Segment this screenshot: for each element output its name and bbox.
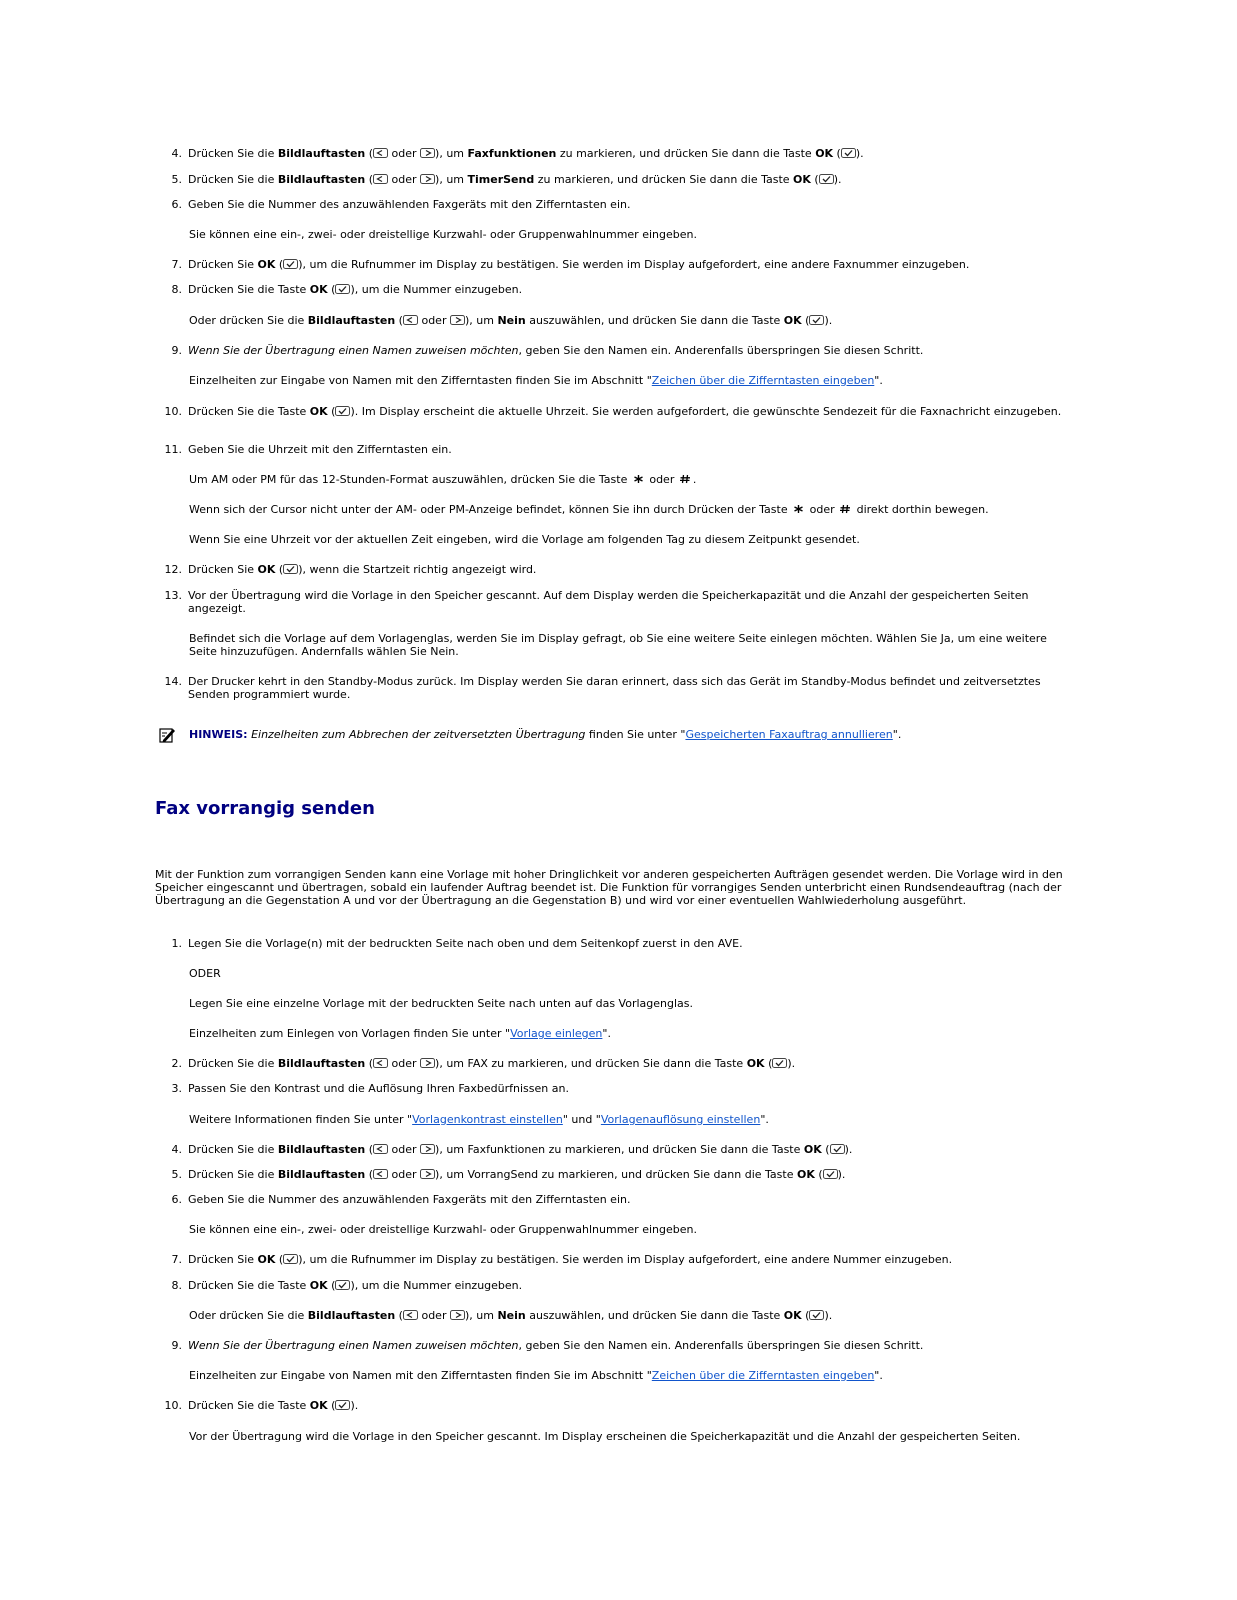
star-key-icon: [631, 474, 646, 484]
step-number: 10.: [164, 1399, 182, 1412]
note-hinweis: HINWEIS: Einzelheiten zum Abbrechen der zeitversetzten Übertragung finden Sie unter "Gespeicherten Faxauftrag annullieren".: [189, 728, 902, 741]
ok-key-icon: [335, 406, 350, 416]
ok-key-icon: [841, 148, 856, 158]
scroll-left-key-icon: [373, 1058, 388, 1068]
step-1-note: Einzelheiten zum Einlegen von Vorlagen finden Sie unter "Vorlage einlegen".: [189, 1027, 611, 1040]
scroll-left-key-icon: [373, 148, 388, 158]
hash-key-icon: [838, 504, 853, 514]
step-number: 7.: [171, 1253, 182, 1266]
step-10-note: Vor der Übertragung wird die Vorlage in den Speicher gescannt. Im Display erscheinen die Speicherkapazität und die Anzahl der gespeicherten Seiten.: [189, 1430, 1021, 1443]
scroll-left-key-icon: [373, 1144, 388, 1154]
star-key-icon: [791, 504, 806, 514]
link-vorlage-einlegen[interactable]: Vorlage einlegen: [510, 1027, 603, 1040]
section-heading: Fax vorrangig senden: [155, 798, 375, 819]
step-2: 2. Drücken Sie die Bildlauftasten ( oder ), um FAX zu markieren, und drücken Sie dann die Taste OK ( ).: [155, 1057, 1075, 1070]
step-1-oder: ODER: [189, 967, 221, 980]
step-number: 8.: [171, 1279, 182, 1292]
scroll-left-key-icon: [373, 1169, 388, 1179]
step-number: 11.: [164, 443, 182, 456]
step-9: 9. Wenn Sie der Übertragung einen Namen zuweisen möchten, geben Sie den Namen ein. Anderenfalls überspringen Sie diesen Schritt.: [155, 1339, 1075, 1352]
step-7: 7. Drücken Sie OK ( ), um die Rufnummer im Display zu bestätigen. Sie werden im Display aufgefordert, eine andere Faxnummer einzugeben.: [155, 258, 1075, 271]
step-number: 4.: [171, 1143, 182, 1156]
step-11-note-1: Um AM oder PM für das 12-Stunden-Format auszuwählen, drücken Sie die Taste oder .: [189, 473, 697, 486]
ok-key-icon: [819, 174, 834, 184]
step-number: 9.: [171, 1339, 182, 1352]
step-number: 6.: [171, 1193, 182, 1206]
scroll-right-key-icon: [420, 1169, 435, 1179]
scroll-right-key-icon: [420, 148, 435, 158]
step-number: 13.: [164, 589, 182, 602]
step-number: 1.: [171, 937, 182, 950]
link-vorlagenaufloesung[interactable]: Vorlagenauflösung einstellen: [600, 1113, 761, 1126]
ok-key-icon: [772, 1058, 787, 1068]
step-number: 3.: [171, 1082, 182, 1095]
step-14: 14. Der Drucker kehrt in den Standby-Modus zurück. Im Display werden Sie daran erinnert, dass sich das Gerät im Standby-Modus befindet und zeitversetztes Senden programmiert wurde.: [155, 675, 1075, 701]
ok-key-icon: [283, 564, 298, 574]
scroll-left-key-icon: [403, 315, 418, 325]
scroll-left-key-icon: [403, 1310, 418, 1320]
hash-key-icon: [678, 474, 693, 484]
scroll-right-key-icon: [420, 1144, 435, 1154]
ok-key-icon: [809, 315, 824, 325]
step-6-note: Sie können eine ein-, zwei- oder dreistellige Kurzwahl- oder Gruppenwahlnummer eingeben.: [189, 1223, 697, 1236]
step-8: 8. Drücken Sie die Taste OK ( ), um die Nummer einzugeben.: [155, 283, 1075, 296]
step-11: 11. Geben Sie die Uhrzeit mit den Zifferntasten ein.: [155, 443, 1075, 456]
step-number: 4.: [171, 147, 182, 160]
note-pencil-icon: [159, 727, 176, 743]
ok-key-icon: [335, 284, 350, 294]
step-9: 9. Wenn Sie der Übertragung einen Namen zuweisen möchten, geben Sie den Namen ein. Anderenfalls überspringen Sie diesen Schritt.: [155, 344, 1075, 357]
step-6: 6. Geben Sie die Nummer des anzuwählenden Faxgeräts mit den Zifferntasten ein.: [155, 198, 1075, 211]
note-label: HINWEIS:: [189, 728, 248, 741]
link-zeichen-eingeben[interactable]: Zeichen über die Zifferntasten eingeben: [651, 374, 875, 387]
step-8-alternative: Oder drücken Sie die Bildlauftasten ( oder ), um Nein auszuwählen, und drücken Sie dann die Taste OK ( ).: [189, 314, 833, 327]
step-3: 3. Passen Sie den Kontrast und die Auflösung Ihren Faxbedürfnissen an.: [155, 1082, 1075, 1095]
step-9-note: Einzelheiten zur Eingabe von Namen mit den Zifferntasten finden Sie im Abschnitt "Zeichen über die Zifferntasten eingeben".: [189, 374, 883, 387]
link-faxauftrag-annullieren[interactable]: Gespeicherten Faxauftrag annullieren: [685, 728, 893, 741]
scroll-right-key-icon: [420, 1058, 435, 1068]
step-6: 6. Geben Sie die Nummer des anzuwählenden Faxgeräts mit den Zifferntasten ein.: [155, 1193, 1075, 1206]
ok-key-icon: [283, 1254, 298, 1264]
step-1-alternative: Legen Sie eine einzelne Vorlage mit der bedruckten Seite nach unten auf das Vorlagenglas.: [189, 997, 694, 1010]
step-8-alternative: Oder drücken Sie die Bildlauftasten ( oder ), um Nein auszuwählen, und drücken Sie dann die Taste OK ( ).: [189, 1309, 833, 1322]
step-6-note: Sie können eine ein-, zwei- oder dreistellige Kurzwahl- oder Gruppenwahlnummer eingeben.: [189, 228, 697, 241]
step-number: 7.: [171, 258, 182, 271]
step-number: 6.: [171, 198, 182, 211]
step-11-note-2: Wenn sich der Cursor nicht unter der AM- oder PM-Anzeige befindet, können Sie ihn durch Drücken der Taste oder direkt dorthin bewegen.: [189, 503, 989, 516]
step-4: 4. Drücken Sie die Bildlauftasten ( oder ), um Faxfunktionen zu markieren, und drücken Sie dann die Taste OK ( ).: [155, 1143, 1075, 1156]
link-vorlagenkontrast[interactable]: Vorlagenkontrast einstellen: [412, 1113, 563, 1126]
link-zeichen-eingeben[interactable]: Zeichen über die Zifferntasten eingeben: [651, 1369, 875, 1382]
step-4: 4. Drücken Sie die Bildlauftasten ( oder ), um Faxfunktionen zu markieren, und drücken Sie dann die Taste OK ( ).: [155, 147, 1075, 160]
ok-key-icon: [335, 1280, 350, 1290]
step-5: 5. Drücken Sie die Bildlauftasten ( oder ), um VorrangSend zu markieren, und drücken Sie dann die Taste OK ( ).: [155, 1168, 1075, 1181]
ok-key-icon: [823, 1169, 838, 1179]
step-1: 1. Legen Sie die Vorlage(n) mit der bedruckten Seite nach oben und dem Seitenkopf zuerst in den AVE.: [155, 937, 1075, 950]
step-number: 8.: [171, 283, 182, 296]
scroll-right-key-icon: [420, 174, 435, 184]
step-3-note: Weitere Informationen finden Sie unter "Vorlagenkontrast einstellen" und "Vorlagenauflösung einstellen".: [189, 1113, 769, 1126]
scroll-right-key-icon: [450, 315, 465, 325]
ok-key-icon: [283, 259, 298, 269]
step-number: 2.: [171, 1057, 182, 1070]
step-number: 5.: [171, 1168, 182, 1181]
step-number: 12.: [164, 563, 182, 576]
step-number: 14.: [164, 675, 182, 688]
step-number: 5.: [171, 173, 182, 186]
step-10: 10. Drücken Sie die Taste OK ( ).: [155, 1399, 1075, 1412]
step-10: 10. Drücken Sie die Taste OK ( ). Im Display erscheint die aktuelle Uhrzeit. Sie werden aufgefordert, die gewünschte Sendezeit für die Faxnachricht einzugeben.: [155, 405, 1075, 418]
step-12: 12. Drücken Sie OK ( ), wenn die Startzeit richtig angezeigt wird.: [155, 563, 1075, 576]
ok-key-icon: [809, 1310, 824, 1320]
step-number: 10.: [164, 405, 182, 418]
step-13-note: Befindet sich die Vorlage auf dem Vorlagenglas, werden Sie im Display gefragt, ob Sie eine weitere Seite einlegen möchten. Wählen Sie Ja, um eine weitere Seite hinzuzufügen. Andernfalls wählen Sie Nein.: [189, 632, 1047, 658]
step-13: 13. Vor der Übertragung wird die Vorlage in den Speicher gescannt. Auf dem Display werden die Speicherkapazität und die Anzahl der gespeicherten Seiten angezeigt.: [155, 589, 1075, 615]
step-number: 9.: [171, 344, 182, 357]
section-intro: Mit der Funktion zum vorrangigen Senden kann eine Vorlage mit hoher Dringlichkeit vor anderen gespeicherten Aufträgen gesendet werden. Die Vorlage wird in den Speicher eingescannt und übertragen, sobald ein laufender Auftrag beendet ist. Die Funktion für vorrangiges Senden unterbricht einen Rundsendeauftrag (nach der Übertragung an die Gegenstation A und vor der Übertragung an die Gegenstation B) und wird vor einer eventuellen Wahlwiederholung ausgeführt.: [155, 868, 1063, 907]
ok-key-icon: [335, 1400, 350, 1410]
scroll-right-key-icon: [450, 1310, 465, 1320]
ok-key-icon: [830, 1144, 845, 1154]
step-9-note: Einzelheiten zur Eingabe von Namen mit den Zifferntasten finden Sie im Abschnitt "Zeichen über die Zifferntasten eingeben".: [189, 1369, 883, 1382]
step-11-note-3: Wenn Sie eine Uhrzeit vor der aktuellen Zeit eingeben, wird die Vorlage am folgenden Tag zu diesem Zeitpunkt gesendet.: [189, 533, 860, 546]
step-7: 7. Drücken Sie OK ( ), um die Rufnummer im Display zu bestätigen. Sie werden im Display aufgefordert, eine andere Nummer einzugeben.: [155, 1253, 1075, 1266]
step-5: 5. Drücken Sie die Bildlauftasten ( oder ), um TimerSend zu markieren, und drücken Sie dann die Taste OK ( ).: [155, 173, 1075, 186]
step-8: 8. Drücken Sie die Taste OK ( ), um die Nummer einzugeben.: [155, 1279, 1075, 1292]
scroll-left-key-icon: [373, 174, 388, 184]
